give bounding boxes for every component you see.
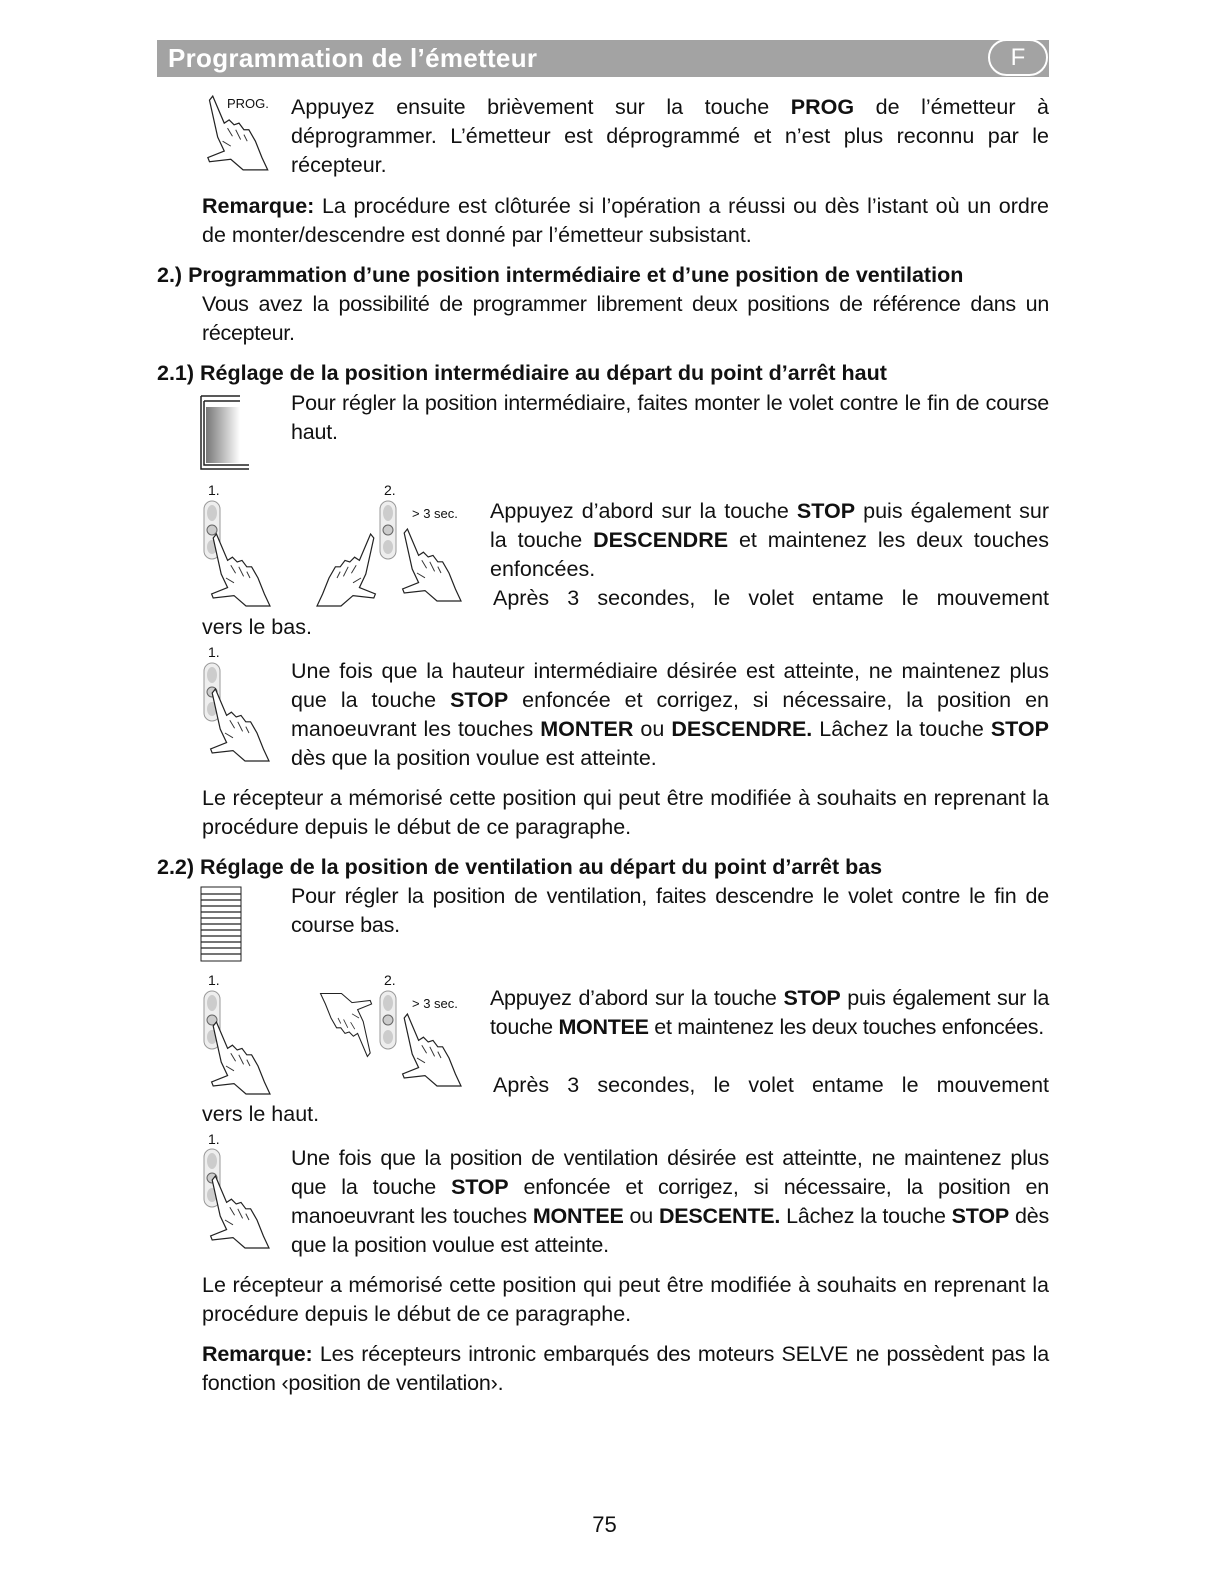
section-2-1-p4: Le récepteur a mémorisé cette position qui peut être modifiée à souhaits en reprenant la procédure depuis le début de ce paragraphe. — [202, 786, 1049, 839]
step-1-label: 1. — [208, 1131, 220, 1147]
step-2-label: 2. — [384, 972, 396, 988]
hand-press-stop-icon — [202, 685, 280, 765]
section-2-1-p2: Appuyez d’abord sur la touche STOP puis également sur la touche DESCENDRE et maintenez les deux touches enfoncées. — [490, 499, 1050, 581]
remark-paragraph: Remarque: La procédure est clôturée si l’opération a réussi ou dès l’istant où un ordre de monter/descendre est donné par l’émetteur subsistant. — [202, 194, 1049, 247]
section-2-2-p4: Le récepteur a mémorisé cette position qui peut être modifiée à souhaits en reprenant la procédure depuis le début de ce paragraphe. — [202, 1273, 1049, 1326]
prog-paragraph: Appuyez ensuite brièvement sur la touche PROG de l’émetteur à déprogrammer. L’émetteur est déprogrammé et n’est plus reconnu par le récepteur. — [291, 95, 1049, 177]
section-2-1-p2-line: Après 3 secondes, le volet entame le mouvement — [493, 586, 1049, 610]
hand-press-stop-icon — [202, 1172, 280, 1252]
section-2-2-p2-end: vers le haut. — [202, 1102, 320, 1126]
hand-press-down-icon — [388, 525, 478, 605]
section-2-2-p2-line: Après 3 secondes, le volet entame le mouvement — [493, 1073, 1049, 1097]
section-2-1-p3: Une fois que la hauteur intermédiaire désirée est atteinte, ne maintenez plus que la touche STOP enfoncée et corrigez, si nécessaire, la position en manoeuvrant les touches MONTER ou DESCENDRE. Lâchez la touche STOP dès que la position voulue est atteinte. — [291, 659, 1049, 770]
step-1-label: 1. — [208, 482, 220, 498]
hand-press-up-icon — [300, 990, 390, 1060]
section-2-1-p2-end: vers le bas. — [202, 615, 312, 639]
section-2-1-p1: Pour régler la position intermédiaire, faites monter le volet contre le fin de course haut. — [291, 391, 1049, 444]
section-2-2-p2: Appuyez d’abord sur la touche STOP puis également sur la touche MONTEE et maintenez les deux touches enfoncées. — [490, 986, 1049, 1039]
hand-hold-stop-icon — [300, 530, 390, 610]
step-1-label: 1. — [208, 644, 220, 660]
remark-paragraph: Remarque: Les récepteurs intronic embarqués des moteurs SELVE ne possèdent pas la fonction ‹position de ventilation›. — [202, 1342, 1049, 1395]
section-2-1-heading: 2.1) Réglage de la position intermédiaire au départ du point d’arrêt haut — [157, 361, 887, 385]
prog-icon-label: PROG. — [227, 96, 269, 111]
page-number: 75 — [592, 1512, 617, 1537]
hand-press-stop-icon — [202, 1018, 282, 1098]
section-2-intro: Vous avez la possibilité de programmer librement deux positions de référence dans un récepteur. — [202, 292, 1049, 345]
section-2-2-p1: Pour régler la position de ventilation, faites descendre le volet contre le fin de course bas. — [291, 884, 1049, 937]
shutter-open-icon — [200, 395, 250, 471]
section-2-2-p3: Une fois que la position de ventilation désirée est atteintte, ne maintenez plus que la touche STOP enfoncée et corrigez, si nécessaire, la position en manoeuvrant les touches MONTEE ou DESCENTE. Lâchez la touche STOP dès que la position voulue est atteinte. — [291, 1146, 1050, 1257]
hand-press-stop-icon — [202, 530, 282, 610]
language-badge: F — [988, 39, 1048, 76]
hand-hold-stop-icon — [388, 1010, 478, 1090]
page-title: Programmation de l’émetteur — [168, 43, 538, 73]
step-2-label: 2. — [384, 482, 396, 498]
section-2-heading: 2.) Programmation d’une position intermédiaire et d’une position de ventilation — [157, 263, 964, 287]
section-2-2-heading: 2.2) Réglage de la position de ventilation au départ du point d’arrêt bas — [157, 855, 883, 879]
shutter-closed-icon — [200, 886, 242, 962]
duration-label: > 3 sec. — [412, 996, 458, 1011]
duration-label: > 3 sec. — [412, 506, 458, 521]
step-1-label: 1. — [208, 972, 220, 988]
